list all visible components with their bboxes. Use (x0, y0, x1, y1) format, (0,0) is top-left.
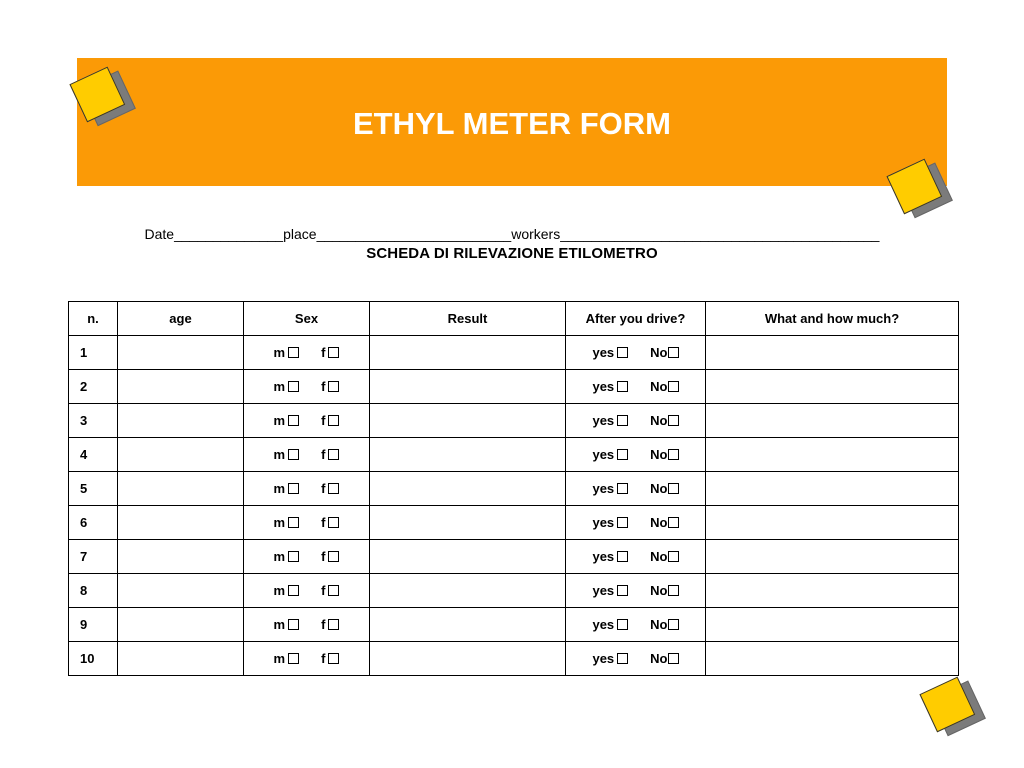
after-drive-cell (566, 506, 706, 540)
sex-f-label: f (321, 651, 326, 666)
what-how-much-cell[interactable] (706, 370, 959, 404)
drive-no-checkbox[interactable] (668, 415, 679, 426)
after-drive-cell (566, 472, 706, 506)
drive-yes-label: yes (592, 617, 615, 632)
sex-f-checkbox[interactable] (328, 381, 339, 392)
header-number: n. (69, 302, 118, 336)
age-cell[interactable] (118, 540, 244, 574)
drive-no-checkbox[interactable] (668, 483, 679, 494)
sex-f-checkbox[interactable] (328, 449, 339, 460)
drive-yes-checkbox[interactable] (617, 619, 628, 630)
sex-cell (244, 472, 370, 506)
result-cell[interactable] (370, 404, 566, 438)
drive-no-checkbox[interactable] (668, 619, 679, 630)
result-cell[interactable] (370, 336, 566, 370)
drive-yes-label: yes (592, 379, 615, 394)
sex-f-checkbox[interactable] (328, 517, 339, 528)
table-row (69, 438, 959, 472)
result-cell[interactable] (370, 506, 566, 540)
sex-m-label: m (273, 651, 286, 666)
drive-yes-label: yes (592, 481, 615, 496)
sex-cell (244, 608, 370, 642)
sex-f-label: f (321, 413, 326, 428)
sex-m-checkbox[interactable] (288, 551, 299, 562)
drive-yes-label: yes (592, 651, 615, 666)
drive-yes-checkbox[interactable] (617, 381, 628, 392)
after-drive-cell (566, 404, 706, 438)
result-cell[interactable] (370, 574, 566, 608)
result-cell[interactable] (370, 642, 566, 676)
age-cell[interactable] (118, 608, 244, 642)
sex-m-checkbox[interactable] (288, 585, 299, 596)
result-cell[interactable] (370, 472, 566, 506)
row-number: 4 (69, 438, 118, 472)
header-age: age (118, 302, 244, 336)
drive-no-label: No (650, 515, 668, 530)
sex-m-checkbox[interactable] (288, 449, 299, 460)
sex-f-label: f (321, 549, 326, 564)
what-how-much-cell[interactable] (706, 642, 959, 676)
result-cell[interactable] (370, 438, 566, 472)
what-how-much-cell[interactable] (706, 506, 959, 540)
drive-no-label: No (650, 379, 668, 394)
drive-yes-checkbox[interactable] (617, 551, 628, 562)
sex-f-checkbox[interactable] (328, 653, 339, 664)
age-cell[interactable] (118, 574, 244, 608)
sex-m-label: m (273, 583, 286, 598)
header-after-drive: After you drive? (566, 302, 706, 336)
drive-yes-label: yes (592, 583, 615, 598)
after-drive-cell (566, 336, 706, 370)
drive-no-checkbox[interactable] (668, 381, 679, 392)
table-row (69, 370, 959, 404)
drive-no-checkbox[interactable] (668, 517, 679, 528)
sex-m-label: m (273, 515, 286, 530)
sex-cell (244, 336, 370, 370)
header-what-how-much: What and how much? (706, 302, 959, 336)
drive-yes-label: yes (592, 413, 615, 428)
survey-table (68, 301, 959, 676)
drive-yes-label: yes (592, 345, 615, 360)
table-row (69, 404, 959, 438)
sex-f-checkbox[interactable] (328, 619, 339, 630)
drive-no-label: No (650, 413, 668, 428)
page-title: ETHYL METER FORM (352, 106, 672, 141)
drive-no-label: No (650, 447, 668, 462)
row-number: 10 (69, 642, 118, 676)
drive-yes-checkbox[interactable] (617, 347, 628, 358)
sex-f-label: f (321, 515, 326, 530)
sex-cell (244, 404, 370, 438)
sex-m-checkbox[interactable] (288, 483, 299, 494)
decorative-square-bottom-right (919, 677, 972, 730)
row-number: 1 (69, 336, 118, 370)
table-row (69, 336, 959, 370)
drive-no-checkbox[interactable] (668, 347, 679, 358)
drive-no-checkbox[interactable] (668, 449, 679, 460)
sex-cell (244, 506, 370, 540)
row-number: 9 (69, 608, 118, 642)
drive-no-label: No (650, 345, 668, 360)
drive-yes-checkbox[interactable] (617, 653, 628, 664)
age-cell[interactable] (118, 472, 244, 506)
header-result: Result (370, 302, 566, 336)
age-cell[interactable] (118, 642, 244, 676)
header-sex: Sex (244, 302, 370, 336)
what-how-much-cell[interactable] (706, 336, 959, 370)
table-row (69, 506, 959, 540)
drive-no-checkbox[interactable] (668, 551, 679, 562)
age-cell[interactable] (118, 370, 244, 404)
sex-f-label: f (321, 481, 326, 496)
drive-no-label: No (650, 617, 668, 632)
after-drive-cell (566, 608, 706, 642)
table-row (69, 540, 959, 574)
sex-m-checkbox[interactable] (288, 619, 299, 630)
table-header-row (69, 302, 959, 336)
result-cell[interactable] (370, 608, 566, 642)
form-subtitle: SCHEDA DI RILEVAZIONE ETILOMETRO (366, 245, 658, 262)
sex-cell (244, 540, 370, 574)
sex-f-label: f (321, 345, 326, 360)
sex-m-checkbox[interactable] (288, 381, 299, 392)
sex-f-checkbox[interactable] (328, 551, 339, 562)
sex-f-label: f (321, 583, 326, 598)
sex-m-label: m (273, 481, 286, 496)
row-number: 8 (69, 574, 118, 608)
age-cell[interactable] (118, 438, 244, 472)
sex-m-checkbox[interactable] (288, 653, 299, 664)
drive-yes-checkbox[interactable] (617, 517, 628, 528)
drive-no-checkbox[interactable] (668, 585, 679, 596)
drive-yes-label: yes (592, 549, 615, 564)
what-how-much-cell[interactable] (706, 438, 959, 472)
sex-f-checkbox[interactable] (328, 585, 339, 596)
sex-m-label: m (273, 617, 286, 632)
drive-no-label: No (650, 583, 668, 598)
sex-f-checkbox[interactable] (328, 483, 339, 494)
table-row (69, 472, 959, 506)
sex-cell (244, 438, 370, 472)
sex-f-label: f (321, 447, 326, 462)
after-drive-cell (566, 642, 706, 676)
sex-f-checkbox[interactable] (328, 415, 339, 426)
drive-yes-checkbox[interactable] (617, 585, 628, 596)
sex-cell (244, 642, 370, 676)
drive-yes-label: yes (592, 447, 615, 462)
sex-f-checkbox[interactable] (328, 347, 339, 358)
drive-yes-label: yes (592, 515, 615, 530)
sex-m-label: m (273, 413, 286, 428)
what-how-much-cell[interactable] (706, 472, 959, 506)
sex-m-label: m (273, 379, 286, 394)
sex-cell (244, 574, 370, 608)
drive-yes-checkbox[interactable] (617, 449, 628, 460)
result-cell[interactable] (370, 540, 566, 574)
row-number: 3 (69, 404, 118, 438)
sex-m-checkbox[interactable] (288, 517, 299, 528)
sex-m-checkbox[interactable] (288, 347, 299, 358)
row-number: 7 (69, 540, 118, 574)
drive-no-label: No (650, 651, 668, 666)
what-how-much-cell[interactable] (706, 608, 959, 642)
after-drive-cell (566, 438, 706, 472)
age-cell[interactable] (118, 404, 244, 438)
age-cell[interactable] (118, 336, 244, 370)
row-number: 5 (69, 472, 118, 506)
sex-cell (244, 370, 370, 404)
sex-m-label: m (273, 345, 286, 360)
sex-m-label: m (273, 549, 286, 564)
table-row (69, 574, 959, 608)
drive-no-label: No (650, 481, 668, 496)
row-number: 2 (69, 370, 118, 404)
sex-f-label: f (321, 379, 326, 394)
what-how-much-cell[interactable] (706, 540, 959, 574)
drive-yes-checkbox[interactable] (617, 415, 628, 426)
row-number: 6 (69, 506, 118, 540)
sex-m-label: m (273, 447, 286, 462)
after-drive-cell (566, 574, 706, 608)
age-cell[interactable] (118, 506, 244, 540)
after-drive-cell (566, 540, 706, 574)
sex-f-label: f (321, 617, 326, 632)
drive-no-checkbox[interactable] (668, 653, 679, 664)
drive-no-label: No (650, 549, 668, 564)
what-how-much-cell[interactable] (706, 574, 959, 608)
result-cell[interactable] (370, 370, 566, 404)
after-drive-cell (566, 370, 706, 404)
table-row (69, 608, 959, 642)
sex-m-checkbox[interactable] (288, 415, 299, 426)
table-row (69, 642, 959, 676)
drive-yes-checkbox[interactable] (617, 483, 628, 494)
what-how-much-cell[interactable] (706, 404, 959, 438)
date-place-workers-line: Date______________place_________________________workers_________________________________________ (144, 226, 880, 242)
